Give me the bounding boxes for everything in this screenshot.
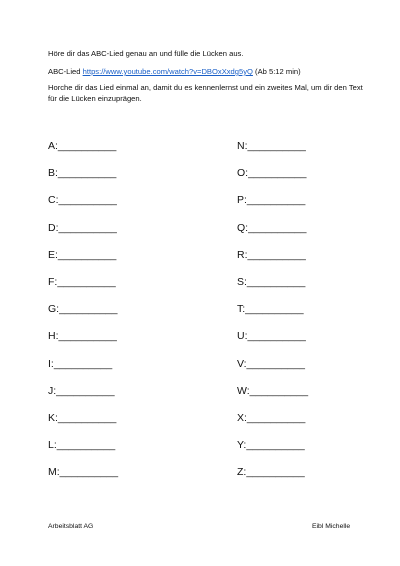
footer-right: Eibl Michelle: [312, 523, 351, 530]
letter-line-t: T:__________: [237, 303, 304, 316]
letter-line-v: V:__________: [237, 357, 305, 370]
letter-line-l: L:__________: [48, 439, 116, 452]
letter-line-q: Q:__________: [237, 221, 307, 234]
letter-line-u: U:__________: [237, 330, 306, 343]
letter-line-e: E:__________: [48, 248, 117, 261]
letter-line-f: F:__________: [48, 275, 116, 288]
song-reference: [48, 66, 368, 77]
song-time: (Ab 5:12 min): [252, 67, 301, 76]
letter-line-o: O:__________: [237, 167, 307, 180]
letter-line-w: W:__________: [237, 384, 309, 397]
song-label: ABC-Lied: [48, 67, 83, 76]
letter-line-j: J:__________: [48, 384, 115, 397]
letter-line-r: R:__________: [237, 248, 306, 261]
letter-line-n: N:__________: [237, 140, 306, 152]
instruction-line-1: Höre dir das ABC-Lied genau an und fülle die Lücken aus.: [48, 49, 244, 58]
letter-line-i: I:__________: [48, 357, 113, 370]
letters-left-column: [48, 133, 118, 486]
letter-line-z: Z:__________: [237, 466, 305, 479]
letter-line-h: H:__________: [48, 330, 117, 343]
letter-line-a: A:__________: [48, 140, 117, 152]
letter-line-s: S:__________: [237, 275, 306, 288]
instructions: [48, 48, 368, 110]
letter-line-k: K:__________: [48, 411, 117, 424]
letter-line-x: X:__________: [237, 411, 306, 424]
instruction-line-3: Horche dir das Lied einmal an, damit du es kennenlernst und ein zweites Mal, um dir den Text für die Lücken einzuprägen.: [48, 83, 363, 103]
letter-line-y: Y:__________: [237, 439, 305, 452]
letter-line-c: C:__________: [48, 194, 117, 207]
letter-line-d: D:__________: [48, 221, 117, 234]
letter-line-b: B:__________: [48, 167, 117, 180]
letters-right-column: [237, 133, 308, 486]
letter-line-m: M:__________: [48, 466, 119, 479]
footer-left: Arbeitsblatt AG: [48, 523, 94, 530]
letter-line-g: G:__________: [48, 303, 118, 316]
song-link[interactable]: https://www.youtube.com/watch?v=DBOxXxdg5yQ: [82, 67, 253, 76]
letter-line-p: P:__________: [237, 194, 306, 207]
